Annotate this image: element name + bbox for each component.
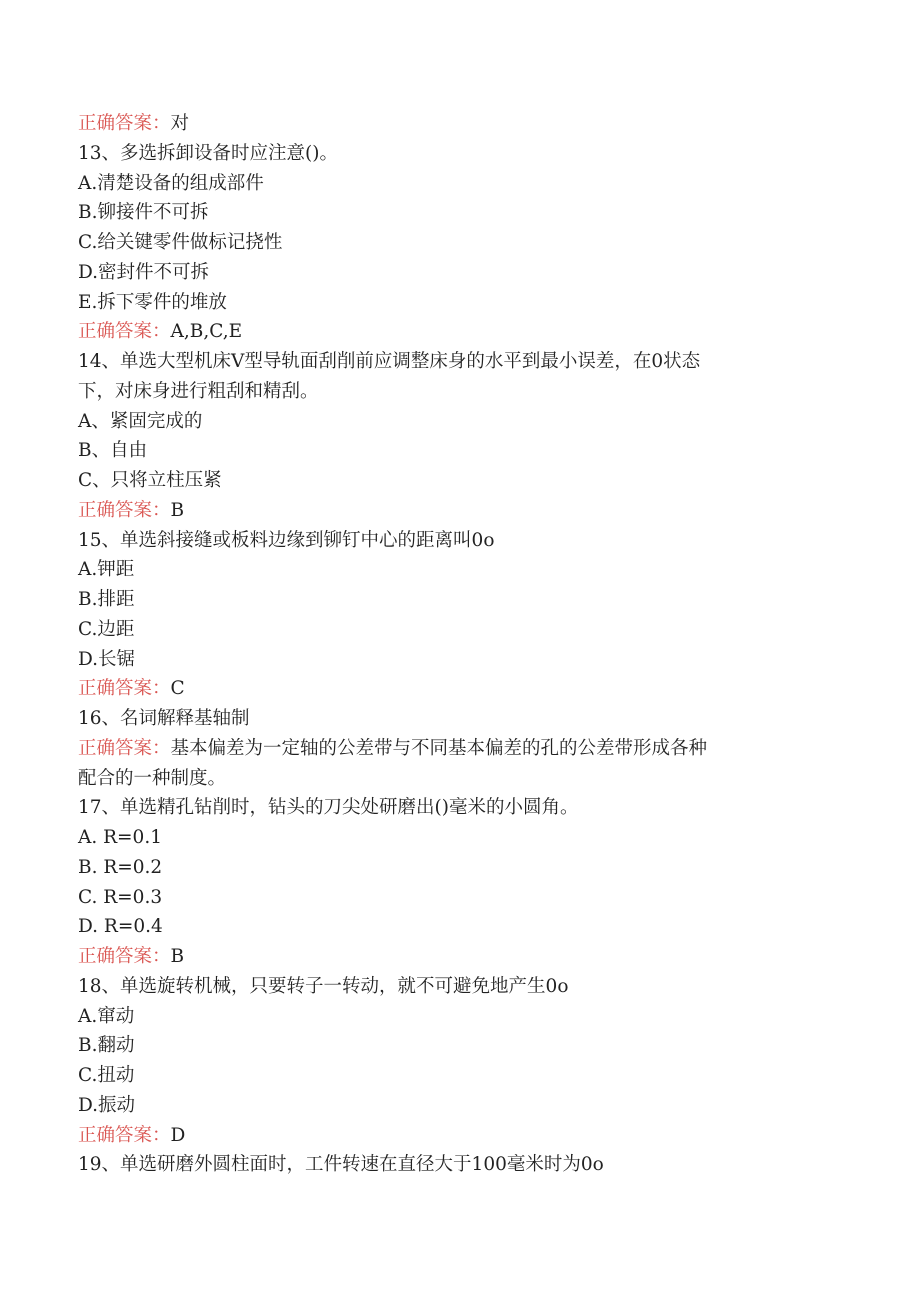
answer-value: 对 (170, 113, 190, 134)
document-page (78, 109, 838, 1180)
answer-label: 正确答案： (78, 946, 171, 967)
answer-value: 基本偏差为一定轴的公差带与不同基本偏差的孔的公差带形成各种 (170, 737, 708, 759)
option-a: A.钾距 (78, 559, 135, 581)
option-b: B.翻动 (78, 1035, 135, 1057)
option-d: D.密封件不可拆 (78, 261, 210, 283)
answer-value: A,B,C,E (170, 321, 243, 343)
question-stem-continued: 下，对床身进行粗刮和精刮。 (78, 380, 319, 402)
question-stem: 17、单选精孔钻削时，钻头的刀尖处研磨出()毫米的小圆角。 (78, 797, 579, 819)
option-a: A.窜动 (78, 1005, 135, 1027)
question-stem: 16、名词解释基轴制 (78, 708, 250, 729)
option-d: D. R=0.4 (78, 916, 163, 938)
option-e: E.拆下零件的堆放 (78, 291, 227, 313)
answer-value: C (170, 678, 185, 700)
answer-line (78, 942, 838, 972)
answer-line (78, 496, 838, 526)
answer-continued: 配合的一种制度。 (78, 767, 227, 789)
option-d: D.振动 (78, 1094, 136, 1116)
answer-line (78, 674, 838, 704)
option-b: B.铆接件不可拆 (78, 202, 209, 224)
answer-value: D (170, 1124, 186, 1146)
answer-label: 正确答案： (78, 499, 171, 521)
option-c: C.给关键零件做标记挠性 (78, 232, 283, 253)
answer-line (78, 734, 838, 764)
answer-line (78, 317, 838, 347)
option-b: B. R=0.2 (78, 856, 163, 878)
option-b: B.排距 (78, 589, 135, 610)
answer-value: B (170, 946, 185, 967)
option-c: C.边距 (78, 618, 135, 640)
question-stem: 18、单选旋转机械，只要转子一转动，就不可避免地产生0o (78, 975, 569, 997)
option-b: B、自由 (78, 440, 148, 462)
question-stem: 15、单选斜接缝或板料边缘到铆钉中心的距离叫0o (78, 529, 495, 551)
answer-label: 正确答案： (78, 321, 171, 343)
option-a: A. R=0.1 (78, 827, 162, 848)
option-c: C. R=0.3 (78, 886, 163, 908)
option-c: C.扭动 (78, 1065, 135, 1086)
answer-line (78, 1121, 838, 1151)
option-c: C、只将立柱压紧 (78, 470, 222, 491)
answer-line (78, 109, 838, 139)
answer-label: 正确答案： (78, 678, 171, 700)
option-a: A.清楚设备的组成部件 (78, 172, 264, 194)
answer-value: B (170, 499, 185, 521)
question-stem: 13、多选拆卸设备时应注意()。 (78, 142, 338, 164)
option-a: A、紧固完成的 (78, 410, 203, 432)
answer-label: 正确答案： (78, 737, 171, 759)
question-stem: 19、单选研磨外圆柱面时，工件转速在直径大于100毫米时为0o (78, 1154, 604, 1176)
answer-label: 正确答案： (78, 113, 171, 134)
question-stem: 14、单选大型机床V型导轨面刮削前应调整床身的水平到最小误差，在0状态 (78, 351, 701, 372)
option-d: D.长锯 (78, 648, 136, 670)
answer-label: 正确答案： (78, 1124, 171, 1146)
